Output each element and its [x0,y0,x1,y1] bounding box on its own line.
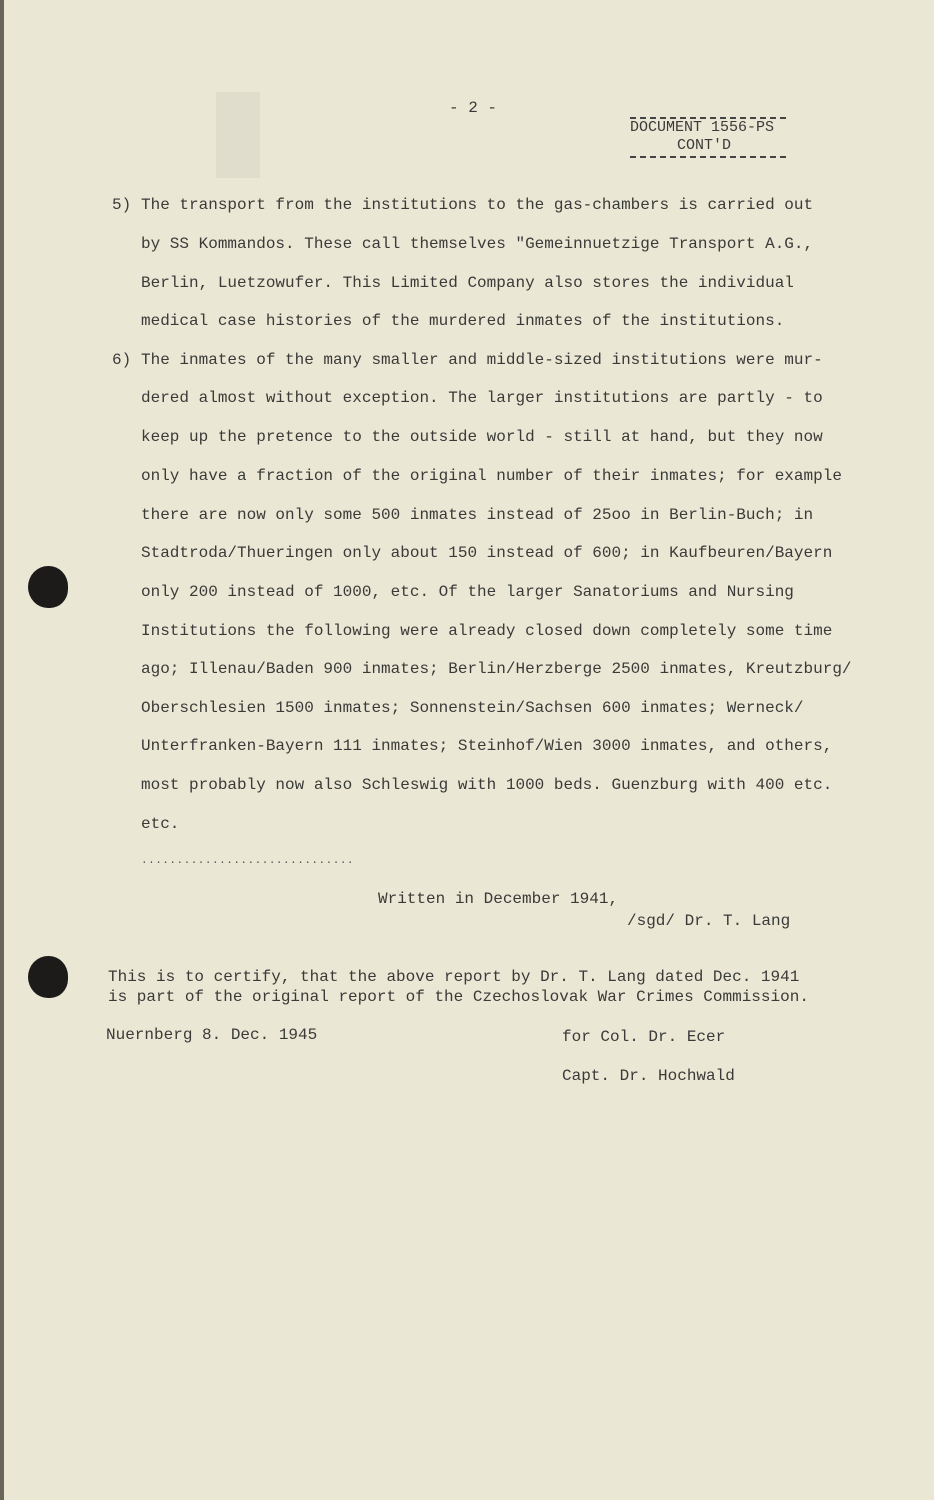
text-line: only have a fraction of the original number of their inmates; for example [141,467,842,485]
header-rule-bottom [630,156,786,158]
officer-name: Capt. Dr. Hochwald [562,1067,735,1085]
separator-dots: .............................. [141,855,355,867]
text-line: Stadtroda/Thueringen only about 150 instead of 600; in Kaufbeuren/Bayern [141,544,833,562]
document-id: DOCUMENT 1556-PS [630,119,775,136]
place-date: Nuernberg 8. Dec. 1945 [106,1026,318,1044]
text-line: Institutions the following were already closed down completely some time [141,622,833,640]
text-line: keep up the pretence to the outside world - still at hand, but they now [141,428,823,446]
text-line: dered almost without exception. The larger institutions are partly - to [141,389,823,407]
paragraph-number: 6) [112,351,132,369]
signed-by: /sgd/ Dr. T. Lang [627,912,791,930]
text-line: The transport from the institutions to the gas-chambers is carried out [141,196,814,214]
page-number: - 2 - [449,99,498,117]
paragraph-number: 5) [112,196,132,214]
continued-label: CONT'D [677,137,732,154]
text-line: ago; Illenau/Baden 900 inmates; Berlin/Herzberge 2500 inmates, Kreutzburg/ [141,660,852,678]
written-date: Written in December 1941, [378,890,619,908]
text-line: Oberschlesien 1500 inmates; Sonnenstein/Sachsen 600 inmates; Werneck/ [141,699,804,717]
certification-line: This is to certify, that the above report by Dr. T. Lang dated Dec. 1941 [108,968,800,986]
paper-smudge [216,92,260,178]
punch-hole [28,956,68,998]
punch-hole [28,566,68,608]
text-line: medical case histories of the murdered inmates of the institutions. [141,312,785,330]
text-line: there are now only some 500 inmates instead of 25oo in Berlin-Buch; in [141,506,814,524]
text-line: only 200 instead of 1000, etc. Of the larger Sanatoriums and Nursing [141,583,794,601]
text-line: by SS Kommandos. These call themselves "Gemeinnuetzige Transport A.G., [141,235,814,253]
page-edge [0,0,4,1500]
text-line: Unterfranken-Bayern 111 inmates; Steinhof/Wien 3000 inmates, and others, [141,737,833,755]
text-line: etc. [141,815,180,833]
text-line: most probably now also Schleswig with 1000 beds. Guenzburg with 400 etc. [141,776,833,794]
text-line: Berlin, Luetzowufer. This Limited Company also stores the individual [141,274,794,292]
text-line: The inmates of the many smaller and middle-sized institutions were mur- [141,351,823,369]
certification-line: is part of the original report of the Czechoslovak War Crimes Commission. [108,988,809,1006]
for-line: for Col. Dr. Ecer [562,1028,726,1046]
